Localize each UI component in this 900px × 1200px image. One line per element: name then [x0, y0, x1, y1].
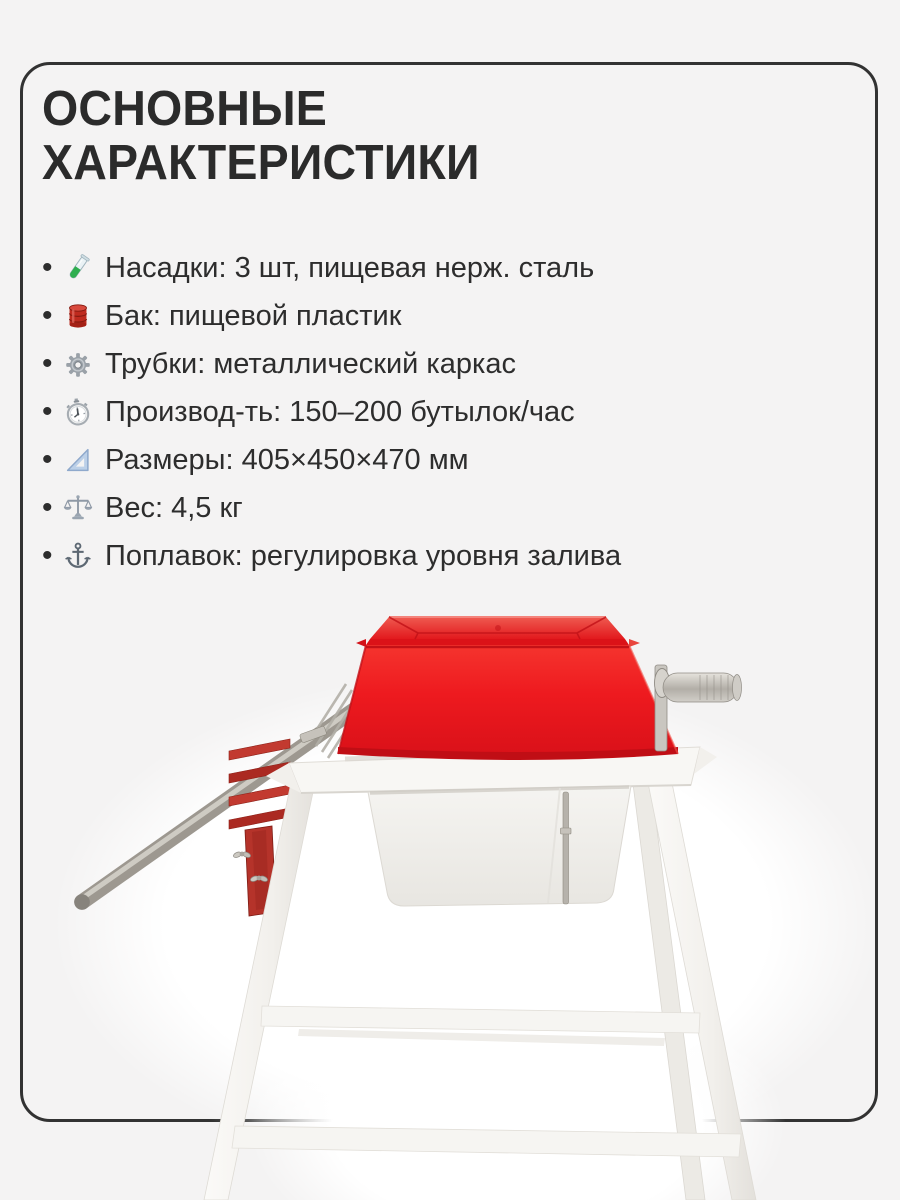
- spec-item-nozzles: [42, 244, 822, 292]
- spec-text: Размеры: 405×450×470 мм: [105, 444, 469, 476]
- oil-drum-icon: [60, 298, 96, 334]
- spec-item-tubes: [42, 340, 822, 388]
- spec-item-productivity: [42, 388, 822, 436]
- spec-text: Бак: пищевой пластик: [105, 300, 402, 332]
- spec-text: Производ-ть: 150–200 бутылок/час: [105, 396, 575, 428]
- bullet-dot: •: [42, 347, 53, 380]
- lower-crossbar: [232, 1126, 741, 1157]
- white-drip-tub: [368, 786, 631, 906]
- anchor-icon: [60, 538, 96, 574]
- balance-scale-icon: [60, 490, 96, 526]
- title-line-1: ОСНОВНЫЕ: [42, 82, 328, 136]
- bullet-dot: •: [42, 491, 53, 524]
- bullet-dot: •: [42, 251, 53, 284]
- triangular-ruler-icon: [60, 442, 96, 478]
- bullet-dot: •: [42, 443, 53, 476]
- spec-item-dimensions: [42, 436, 822, 484]
- red-hopper-lid: [356, 617, 640, 647]
- test-tube-icon: [60, 250, 96, 286]
- title-line-2: ХАРАКТЕРИСТИКИ: [42, 136, 480, 190]
- bullet-dot: •: [42, 395, 53, 428]
- bullet-dot: •: [42, 539, 53, 572]
- product-photo: [0, 580, 900, 1200]
- page-title: [42, 82, 480, 190]
- gear-icon: [60, 346, 96, 382]
- spec-text: Трубки: металлический каркас: [105, 348, 516, 380]
- spec-item-weight: [42, 484, 822, 532]
- red-hopper: [338, 645, 678, 760]
- spec-item-tank: [42, 292, 822, 340]
- spec-text: Поплавок: регулировка уровня залива: [105, 540, 622, 572]
- upper-crossbar: [261, 1006, 700, 1033]
- spec-text: Насадки: 3 шт, пищевая нерж. сталь: [105, 252, 595, 284]
- spec-list: [42, 244, 822, 580]
- spec-text: Вес: 4,5 кг: [105, 492, 243, 524]
- stopwatch-icon: [60, 394, 96, 430]
- bullet-dot: •: [42, 299, 53, 332]
- spec-item-float: [42, 532, 822, 580]
